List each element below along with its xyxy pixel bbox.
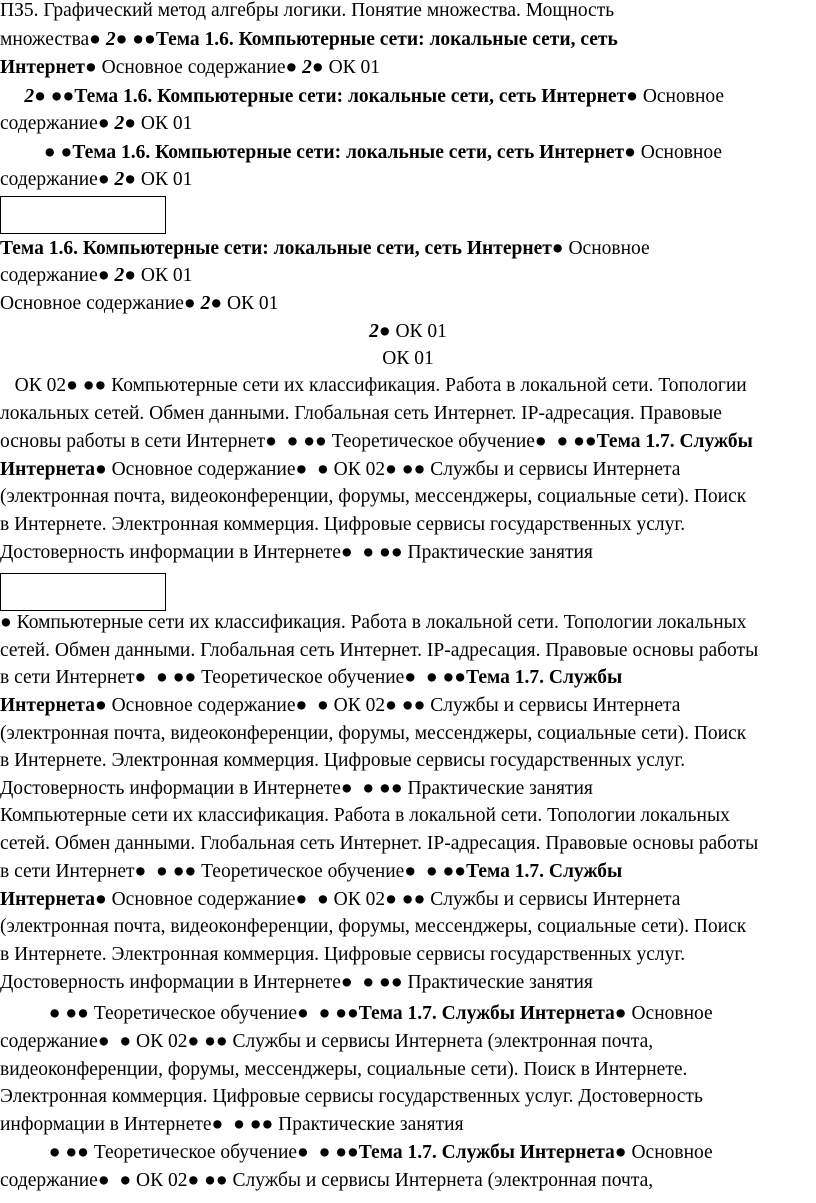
text-line [0,0,614,24]
text-run: (электронная почта, видеоконференции, форумы, мессенджеры, социальные сети). Поиск [0,916,747,937]
text-line [0,692,680,719]
text-run: Электронная коммерция. Цифровые сервисы государственных услуг. Достоверность [0,1086,703,1107]
text-run: ● ●● Теоретическое обучение● ● ●● [0,1003,359,1024]
text-line [0,802,730,829]
text-run: ОК 01 [140,265,193,286]
text-line [0,720,746,747]
text-run: Достоверность информации в Интернете● ● ●● Практические занятия [0,972,593,993]
text-run: информации в Интернете● ● ●● Практические занятия [0,1114,464,1135]
bold-text-run: 2● [302,57,329,78]
text-run: Основное [631,1003,713,1024]
empty-table-cell [0,196,166,234]
text-run: Основное содержание● ● ОК 02● ●● Службы и сервисы Интернета [111,459,681,480]
text-run: локальных сетей. Обмен данными. Глобальная сеть Интернет. IP-адресация. Правовые [0,403,722,424]
text-line [0,83,724,110]
text-line [0,1083,703,1110]
text-line [0,456,680,483]
text-line [0,1028,653,1055]
text-run: Основное [568,238,650,259]
text-run: множества● [0,29,106,50]
text-line [0,400,722,427]
text-line [0,26,618,53]
text-line [0,1167,653,1194]
text-run: сетей. Обмен данными. Глобальная сеть Интернет. IP-адресация. Правовые основы работы [0,833,759,854]
text-line [0,664,622,691]
text-line [0,428,753,455]
text-run: ОК 01 [226,293,279,314]
bold-text-run: Интернет● [0,57,102,78]
text-run: ОК 01 [395,321,447,342]
text-line [0,1139,713,1166]
text-line [0,886,680,913]
text-line [0,345,816,372]
bold-text-run: Интернета● [0,695,112,716]
text-line [0,913,746,940]
text-run: ОК 01 [140,113,193,134]
text-run: в Интернете. Электронная коммерция. Цифровые сервисы государственных услуг. [0,750,686,771]
bold-text-run: Тема 1.7. Службы [596,431,753,452]
text-run: Достоверность информации в Интернете● ● ●● Практические занятия [0,778,593,799]
text-run: (электронная почта, видеоконференции, форумы, мессенджеры, социальные сети). Поиск [0,486,747,507]
text-line [0,969,593,996]
bold-text-run: 2● [114,113,141,134]
text-line [0,318,816,345]
bold-text-run: Тема 1.7. Службы Интернета● [358,1003,632,1024]
bold-text-run: 2● [114,169,141,190]
text-line [0,372,747,399]
bold-text-run: Интернета● [0,889,112,910]
text-run: (электронная почта, видеоконференции, форумы, мессенджеры, социальные сети). Поиск [0,723,747,744]
text-run: ● ●● Теоретическое обучение● ● ●● [0,1142,359,1163]
text-line [0,637,758,664]
bold-text-run: Тема 1.6. Компьютерные сети: локальные сети, сеть Интернет● [0,238,569,259]
text-run: Основное [631,1142,713,1163]
text-run: содержание● [0,265,115,286]
text-run: ОК 02● ●● Компьютерные сети их классификация. Работа в локальной сети. Топологии [0,375,747,396]
text-line [0,747,685,774]
text-line [0,1111,464,1138]
text-run: в Интернете. Электронная коммерция. Цифровые сервисы государственных услуг. [0,944,686,965]
text-run: в сети Интернет● ● ●● Теоретическое обучение● ● ●● [0,667,467,688]
text-run: содержание● ● ОК 02● ●● Службы и сервисы Интернета (электронная почта, [0,1170,654,1191]
text-line [0,830,758,857]
bold-text-run: Тема 1.6. Компьютерные сети: локальные сети, сеть Интернет● [72,142,641,163]
bold-text-run: Тема 1.6. Компьютерные сети: локальные сети, сеть [155,29,618,50]
text-run: Основное содержание● ● ОК 02● ●● Службы и сервисы Интернета [111,695,681,716]
text-line [0,139,722,166]
bold-text-run: 2● [114,265,141,286]
text-line [0,858,622,885]
text-run: содержание● [0,113,115,134]
text-run: сетей. Обмен данными. Глобальная сеть Интернет. IP-адресация. Правовые основы работы [0,640,759,661]
bold-text-run: 2● [369,321,396,342]
text-line [0,110,192,137]
text-line [0,290,278,317]
text-run: ОК 01 [328,57,381,78]
text-line [0,539,593,566]
bold-text-run: Тема 1.7. Службы [466,667,623,688]
bold-text-run: ● ● [0,142,73,163]
bold-text-run: 2● [200,293,227,314]
text-run: содержание● [0,169,115,190]
text-run: ОК 01 [382,348,434,369]
text-line [0,775,593,802]
text-line [0,511,685,538]
bold-text-run: Тема 1.6. Компьютерные сети: локальные сети, сеть Интернет● [74,86,643,107]
text-line [0,1056,687,1083]
bold-text-run: Интернета● [0,459,112,480]
text-run: в сети Интернет● ● ●● Теоретическое обучение● ● ●● [0,861,467,882]
text-line [0,1000,713,1027]
text-run: Основное [640,142,722,163]
text-line [0,262,192,289]
text-run: ОК 01 [140,169,193,190]
text-run: Основное содержание● [101,57,303,78]
bold-text-run: 2● ●● [0,86,75,107]
text-line [0,166,192,193]
text-line [0,941,685,968]
bold-text-run: 2● ●● [105,29,156,50]
text-line [0,235,650,262]
text-run: Основное [642,86,725,107]
bold-text-run: Тема 1.7. Службы [466,861,623,882]
text-run: Основное содержание● ● ОК 02● ●● Службы и сервисы Интернета [111,889,681,910]
text-run: Достоверность информации в Интернете● ● ●● Практические занятия [0,542,593,563]
text-run: основы работы в сети Интернет● ● ●● Теоретическое обучение● ● ●● [0,431,597,452]
bold-text-run: Тема 1.7. Службы Интернета● [358,1142,632,1163]
text-line [0,54,380,81]
text-run: Основное содержание● [0,293,201,314]
text-line [0,483,746,510]
text-run: ПЗ5. Графический метод алгебры логики. Понятие множества. Мощность [0,0,615,21]
text-run: видеоконференции, форумы, мессенджеры, социальные сети). Поиск в Интернете. [0,1059,688,1080]
text-run: ● Компьютерные сети их классификация. Работа в локальной сети. Топологии локальных [0,612,747,633]
text-run: в Интернете. Электронная коммерция. Цифровые сервисы государственных услуг. [0,514,686,535]
text-run: Компьютерные сети их классификация. Работа в локальной сети. Топологии локальных [0,805,730,826]
text-line [0,609,746,636]
text-run: содержание● ● ОК 02● ●● Службы и сервисы Интернета (электронная почта, [0,1031,654,1052]
empty-table-cell [0,573,166,611]
